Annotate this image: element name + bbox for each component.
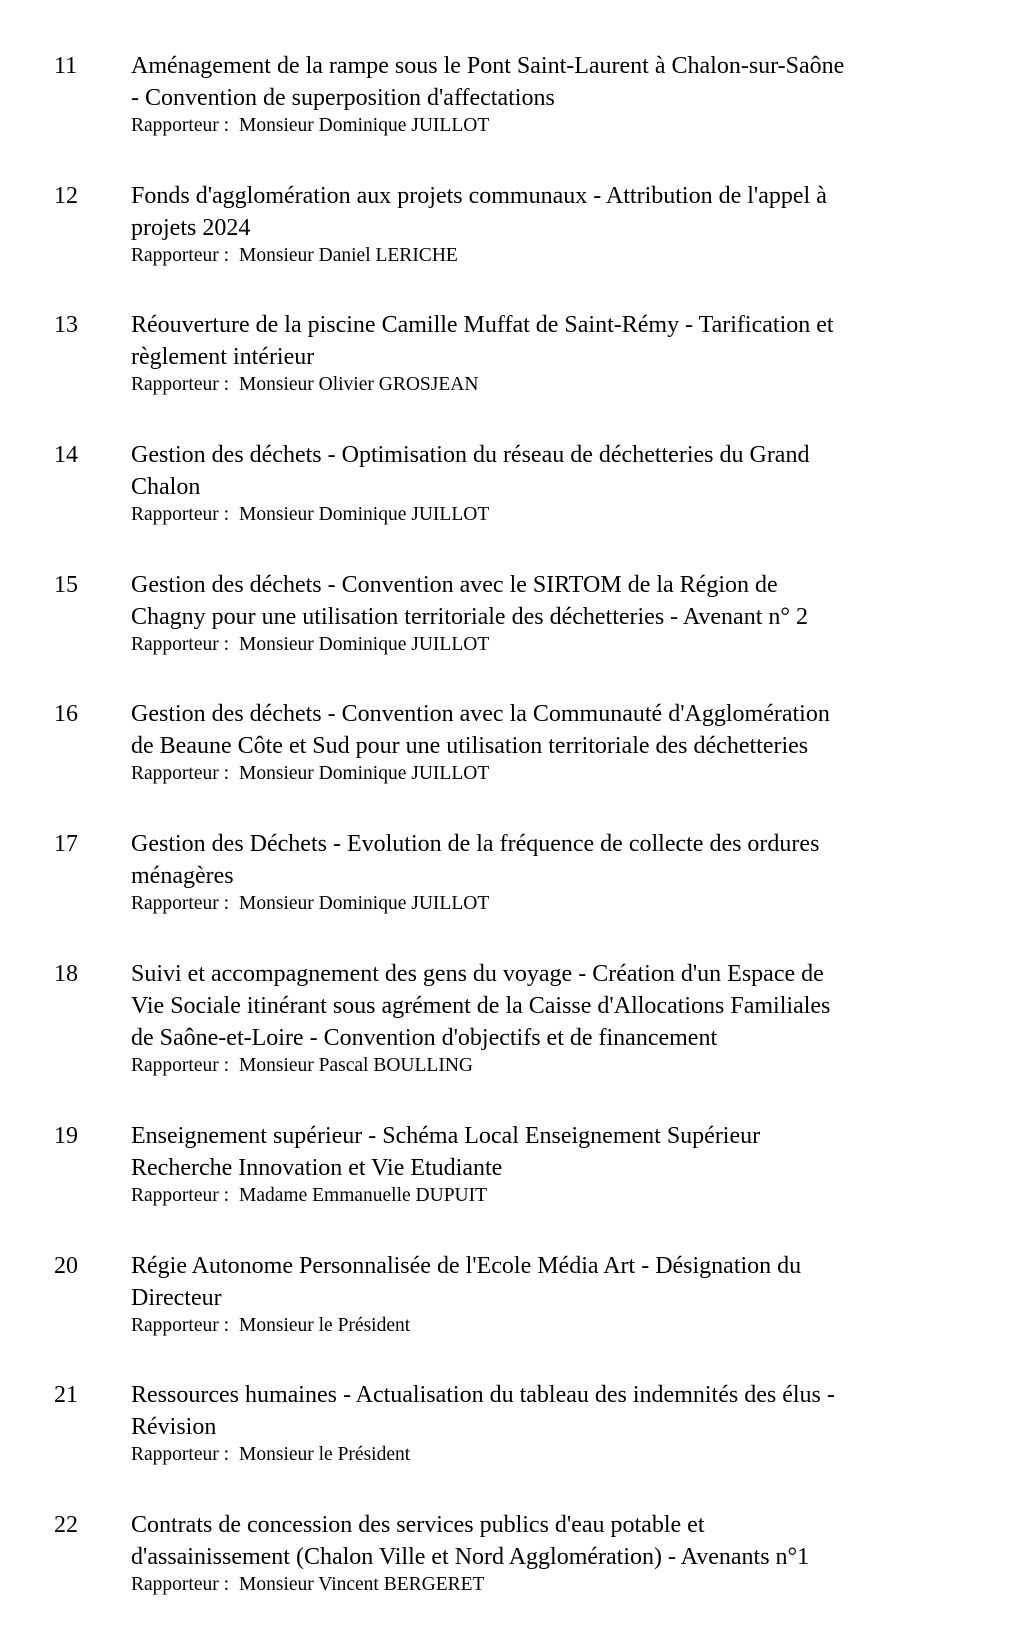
rapporteur-label: Rapporteur : xyxy=(131,1055,230,1076)
item-title-line: Chagny pour une utilisation territoriale des déchetteries - Avenant n° 2 xyxy=(131,604,808,630)
item-title xyxy=(131,958,971,1054)
rapporteur-name: Monsieur Dominique JUILLOT xyxy=(239,763,490,784)
item-title-line: Réouverture de la piscine Camille Muffat de Saint-Rémy - Tarification et xyxy=(131,312,834,338)
item-title-line: Enseignement supérieur - Schéma Local Enseignement Supérieur xyxy=(131,1123,761,1149)
rapporteur-label: Rapporteur : xyxy=(131,893,230,914)
item-rapporteur xyxy=(131,1054,971,1078)
rapporteur-name: Madame Emmanuelle DUPUIT xyxy=(239,1185,488,1206)
item-number: 21 xyxy=(54,1382,78,1408)
item-title-line: Fonds d'agglomération aux projets communaux - Attribution de l'appel à xyxy=(131,183,827,209)
item-title-line: Gestion des déchets - Convention avec le SIRTOM de la Région de xyxy=(131,572,778,598)
rapporteur-name: Monsieur Dominique JUILLOT xyxy=(239,115,490,136)
item-number: 15 xyxy=(54,572,78,598)
item-title-line: de Saône-et-Loire - Convention d'objectifs et de financement xyxy=(131,1025,718,1051)
item-title-line: Gestion des déchets - Optimisation du réseau de déchetteries du Grand xyxy=(131,442,810,468)
item-number: 20 xyxy=(54,1253,78,1279)
rapporteur-label: Rapporteur : xyxy=(131,115,230,136)
item-title-line: - Convention de superposition d'affectations xyxy=(131,85,555,111)
item-number: 13 xyxy=(54,312,78,338)
rapporteur-label: Rapporteur : xyxy=(131,504,230,525)
rapporteur-label: Rapporteur : xyxy=(131,374,230,395)
item-title-line: Chalon xyxy=(131,474,201,500)
item-title xyxy=(131,1379,971,1443)
item-title-line: Vie Sociale itinérant sous agrément de la Caisse d'Allocations Familiales xyxy=(131,993,831,1019)
item-title-line: d'assainissement (Chalon Ville et Nord Agglomération) - Avenants n°1 xyxy=(131,1544,810,1570)
rapporteur-label: Rapporteur : xyxy=(131,1315,230,1336)
item-title-line: Aménagement de la rampe sous le Pont Saint-Laurent à Chalon-sur-Saône xyxy=(131,53,845,79)
item-title xyxy=(131,698,971,762)
rapporteur-name: Monsieur le Président xyxy=(239,1444,411,1465)
item-number: 18 xyxy=(54,961,78,987)
rapporteur-name: Monsieur Dominique JUILLOT xyxy=(239,634,490,655)
item-title-line: règlement intérieur xyxy=(131,344,315,370)
item-rapporteur xyxy=(131,1573,971,1597)
item-title-line: projets 2024 xyxy=(131,215,251,241)
item-rapporteur xyxy=(131,1443,971,1467)
item-title xyxy=(131,828,971,892)
rapporteur-name: Monsieur Vincent BERGERET xyxy=(239,1574,485,1595)
item-title-line: de Beaune Côte et Sud pour une utilisation territoriale des déchetteries xyxy=(131,733,809,759)
item-title-line: Gestion des déchets - Convention avec la Communauté d'Agglomération xyxy=(131,701,830,727)
item-title xyxy=(131,1120,971,1184)
item-title-line: Suivi et accompagnement des gens du voyage - Création d'un Espace de xyxy=(131,961,824,987)
item-rapporteur xyxy=(131,1184,971,1208)
item-title-line: Recherche Innovation et Vie Etudiante xyxy=(131,1155,503,1181)
item-title xyxy=(131,50,971,114)
item-number: 19 xyxy=(54,1123,78,1149)
item-title-line: Contrats de concession des services publics d'eau potable et xyxy=(131,1512,705,1538)
item-rapporteur xyxy=(131,503,971,527)
item-number: 14 xyxy=(54,442,78,468)
item-title-line: Ressources humaines - Actualisation du tableau des indemnités des élus - xyxy=(131,1382,835,1408)
item-number: 16 xyxy=(54,701,78,727)
item-rapporteur xyxy=(131,1314,971,1338)
item-title-line: Révision xyxy=(131,1414,217,1440)
item-number: 11 xyxy=(54,53,78,79)
rapporteur-name: Monsieur le Président xyxy=(239,1315,411,1336)
item-title xyxy=(131,439,971,503)
rapporteur-label: Rapporteur : xyxy=(131,634,230,655)
rapporteur-label: Rapporteur : xyxy=(131,245,230,266)
rapporteur-name: Monsieur Pascal BOULLING xyxy=(239,1055,473,1076)
item-title-line: Régie Autonome Personnalisée de l'Ecole Média Art - Désignation du xyxy=(131,1253,802,1279)
item-title xyxy=(131,180,971,244)
rapporteur-name: Monsieur Olivier GROSJEAN xyxy=(239,374,479,395)
item-rapporteur xyxy=(131,892,971,916)
item-title-line: Gestion des Déchets - Evolution de la fréquence de collecte des ordures xyxy=(131,831,820,857)
item-rapporteur xyxy=(131,762,971,786)
item-title xyxy=(131,569,971,633)
item-number: 17 xyxy=(54,831,78,857)
item-number: 12 xyxy=(54,183,78,209)
item-number: 22 xyxy=(54,1512,78,1538)
item-title xyxy=(131,1509,971,1573)
rapporteur-name: Monsieur Dominique JUILLOT xyxy=(239,893,490,914)
item-rapporteur xyxy=(131,373,971,397)
rapporteur-label: Rapporteur : xyxy=(131,1185,230,1206)
rapporteur-label: Rapporteur : xyxy=(131,1444,230,1465)
item-rapporteur xyxy=(131,114,971,138)
item-rapporteur xyxy=(131,633,971,657)
item-title-line: ménagères xyxy=(131,863,234,889)
item-title xyxy=(131,309,971,373)
item-rapporteur xyxy=(131,244,971,268)
rapporteur-name: Monsieur Daniel LERICHE xyxy=(239,245,458,266)
rapporteur-label: Rapporteur : xyxy=(131,763,230,784)
rapporteur-name: Monsieur Dominique JUILLOT xyxy=(239,504,490,525)
rapporteur-label: Rapporteur : xyxy=(131,1574,230,1595)
item-title-line: Directeur xyxy=(131,1285,222,1311)
item-title xyxy=(131,1250,971,1314)
